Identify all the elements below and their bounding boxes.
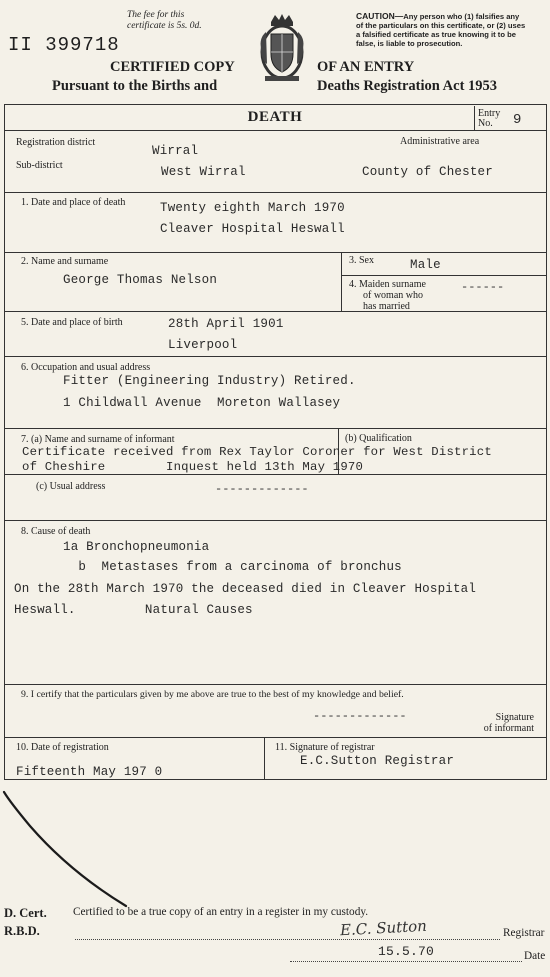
informant-line-2: of Cheshire Inquest held 13th May 1970 (22, 460, 364, 474)
date-dotted-line (290, 961, 522, 962)
cause-of-death-1a: 1a Bronchopneumonia (63, 540, 210, 554)
name-and-surname-value: George Thomas Nelson (63, 273, 218, 287)
occupation-value: Fitter (Engineering Industry) Retired. (63, 374, 356, 388)
title-left-1: CERTIFIED COPY (110, 59, 235, 75)
date-place-of-death-label: 1. Date and place of death (21, 197, 126, 208)
handwritten-signature: E.C. Sutton (339, 916, 428, 940)
rule-row-9 (4, 684, 547, 685)
certified-true-copy-text: Certified to be a true copy of an entry in a register in my custody. (73, 906, 369, 918)
cause-of-death-line-4: Heswall. Natural Causes (14, 603, 253, 617)
date-of-registration-label: 10. Date of registration (16, 742, 109, 753)
date-of-birth-value: 28th April 1901 (168, 317, 284, 331)
title-left-2: Pursuant to the Births and (52, 78, 218, 94)
serial-digits: 399718 (45, 34, 120, 56)
name-and-surname-label: 2. Name and surname (21, 256, 109, 267)
maiden-surname-label-3: has married (363, 301, 410, 312)
rule-row-5 (4, 356, 547, 357)
entry-number-label-1: Entry (478, 108, 501, 119)
royal-coat-of-arms-icon (257, 12, 307, 84)
cause-of-death-label: 8. Cause of death (21, 526, 91, 537)
maiden-surname-label-1: 4. Maiden surname (349, 279, 426, 290)
rule-v-sex (341, 252, 342, 311)
rule-row-8 (4, 520, 547, 521)
informant-usual-address-label: (c) Usual address (36, 481, 106, 492)
occupation-address-label: 6. Occupation and usual address (21, 362, 151, 373)
maiden-surname-label (349, 279, 426, 312)
rule-row-1 (4, 192, 547, 193)
serial-number (8, 34, 120, 56)
fee-note (127, 10, 202, 32)
date-label: Date (524, 950, 546, 962)
diagonal-stroke-icon (0, 786, 130, 908)
form-code-1: D. Cert. (4, 906, 47, 920)
place-of-birth-value: Liverpool (168, 338, 238, 352)
serial-prefix: II (8, 34, 33, 56)
caution-title: CAUTION— (356, 11, 404, 21)
date-place-of-birth-label: 5. Date and place of birth (21, 317, 123, 328)
registrar-signature-value: E.C.Sutton Registrar (300, 754, 455, 768)
rule-row-4 (4, 311, 547, 312)
caution-line1: Any person who (1) falsifies any (403, 12, 520, 21)
registration-district-value: Wirral (152, 144, 199, 158)
rule-row-10 (4, 737, 547, 738)
title-right-1: OF AN ENTRY (317, 59, 415, 75)
informant-name-label: 7. (a) Name and surname of informant (21, 434, 175, 445)
informant-signature-label (478, 712, 534, 734)
cause-of-death-line-3: On the 28th March 1970 the deceased died in Cleaver Hospital (14, 582, 477, 596)
place-of-death-value: Cleaver Hospital Heswall (160, 222, 345, 236)
administrative-area-label: Administrative area (400, 136, 480, 147)
form-code-2: R.B.D. (4, 924, 40, 938)
rule-v-registration (264, 737, 265, 780)
sex-label: 3. Sex (349, 255, 374, 266)
registrar-signature-label: 11. Signature of registrar (275, 742, 375, 753)
informant-signature-label-2: of informant (483, 723, 534, 734)
caution-line4: false, is liable to prosecution. (356, 39, 463, 48)
caution-line3: a falsified certificate as true knowing it to be (356, 30, 516, 39)
sex-value: Male (410, 258, 441, 272)
rule-row-7 (4, 474, 547, 475)
rule-row-3-split (341, 275, 547, 276)
caution-line2: of the particulars on this certificate, or (2) uses (356, 21, 526, 30)
informant-usual-address-value: ------------- (215, 482, 309, 496)
usual-address-value: 1 Childwall Avenue Moreton Wallasey (63, 396, 341, 410)
fee-note-line1: The fee for this (127, 10, 185, 20)
entry-number-value: 9 (513, 112, 522, 128)
maiden-surname-label-2: of woman who (363, 290, 423, 301)
form-heading: DEATH (247, 109, 303, 125)
maiden-surname-value: ------ (461, 280, 505, 294)
certification-statement: 9. I certify that the particulars given by me above are true to the best of my knowledge and belief. (21, 689, 404, 700)
informant-qualification-label: (b) Qualification (345, 433, 412, 444)
sub-district-value: West Wirral (161, 165, 246, 179)
rule-under-heading (4, 130, 547, 131)
entry-number-label-2: No. (478, 118, 493, 129)
informant-signature-dashes: ------------- (313, 709, 407, 723)
registrar-label: Registrar (503, 927, 545, 939)
informant-signature-label-1: Signature (495, 712, 534, 723)
administrative-area-value: County of Chester (362, 165, 493, 179)
date-of-death-value: Twenty eighth March 1970 (160, 201, 345, 215)
fee-note-line2: certificate is 5s. 0d. (127, 21, 202, 31)
sub-district-label: Sub-district (16, 160, 63, 171)
title-right-2: Deaths Registration Act 1953 (317, 78, 498, 94)
rule-row-2 (4, 252, 547, 253)
registrar-signature-dotted-line (75, 939, 500, 940)
cause-of-death-1b: b Metastases from a carcinoma of bronchus (63, 560, 402, 574)
date-of-registration-value: Fifteenth May 197 0 (16, 765, 163, 779)
informant-line-1: Certificate received from Rex Taylor Coroner for West District (22, 445, 492, 459)
certification-date-value: 15.5.70 (378, 944, 435, 959)
registration-district-label: Registration district (16, 137, 96, 148)
entry-number-box (474, 106, 524, 130)
caution-notice (356, 12, 546, 48)
rule-row-6 (4, 428, 547, 429)
